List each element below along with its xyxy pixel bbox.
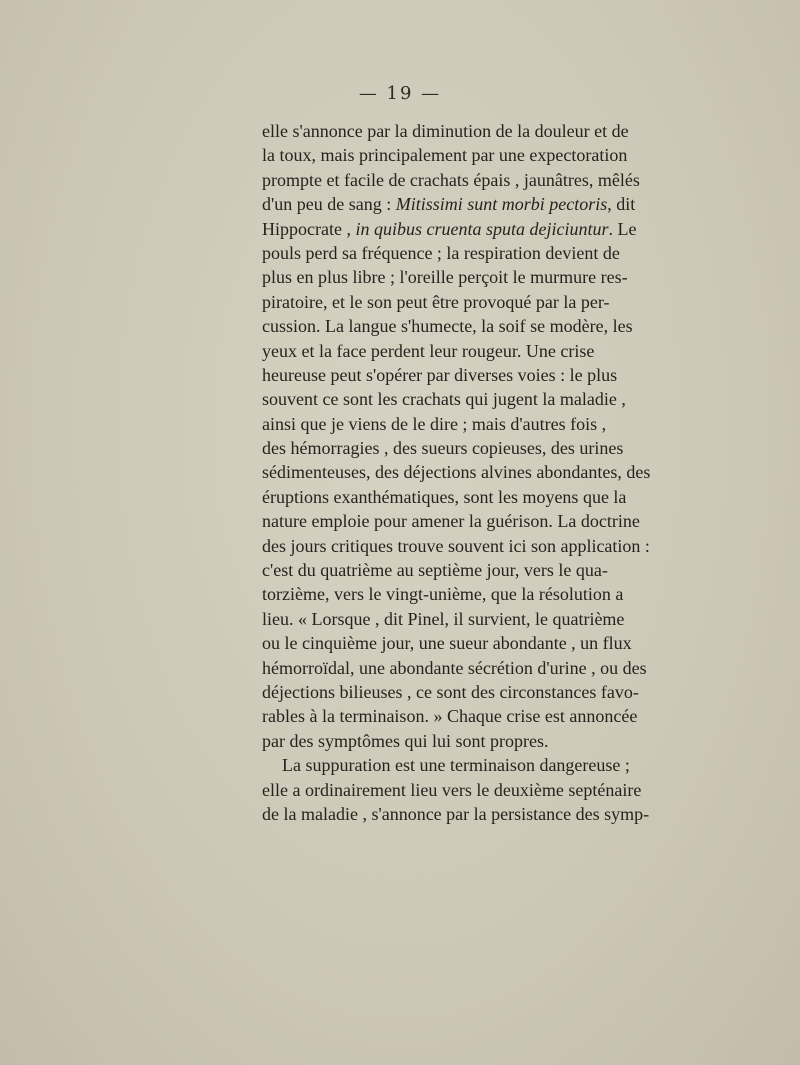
text-line-5: Hippocrate , in quibus cruenta sputa dejiciuntur. Le bbox=[262, 218, 637, 239]
text-line-21: lieu. « Lorsque , dit Pinel, il survient, le quatrième bbox=[262, 608, 625, 629]
page-number: — 19 — bbox=[358, 83, 442, 104]
text-line-9: cussion. La langue s'humecte, la soif se modère, les bbox=[262, 316, 633, 337]
text-line-29: de la maladie , s'annonce par la persistance des symp- bbox=[262, 803, 650, 824]
text-line-19: c'est du quatrième au septième jour, vers le qua- bbox=[262, 560, 608, 581]
text-line-15: sédimenteuses, des déjections alvines abondantes, des bbox=[262, 462, 651, 483]
text-line-10: yeux et la face perdent leur rougeur. Une crise bbox=[262, 340, 595, 361]
text-line-23: hémorroïdal, une abondante sécrétion d'urine , ou des bbox=[262, 657, 647, 678]
body-text bbox=[262, 119, 798, 826]
text-line-26: par des symptômes qui lui sont propres. bbox=[262, 730, 549, 751]
text-line-22: ou le cinquième jour, une sueur abondante , un flux bbox=[262, 633, 632, 654]
text-line-6: pouls perd sa fréquence ; la respiration devient de bbox=[262, 242, 620, 263]
text-line-20: torzième, vers le vingt-unième, que la résolution a bbox=[262, 584, 624, 605]
latin-quote-2: in quibus cruenta sputa dejiciuntur bbox=[355, 218, 609, 239]
text-line-14: des hémorragies , des sueurs copieuses, des urines bbox=[262, 438, 624, 459]
text-line-13: ainsi que je viens de le dire ; mais d'autres fois , bbox=[262, 413, 607, 434]
text-line-17: nature emploie pour amener la guérison. La doctrine bbox=[262, 511, 640, 532]
latin-quote-1: Mitissimi sunt morbi pectoris bbox=[395, 194, 608, 215]
text-line-16: éruptions exanthématiques, sont les moyens que la bbox=[262, 486, 627, 507]
text-line-18: des jours critiques trouve souvent ici son application : bbox=[262, 535, 650, 556]
text-line-12: souvent ce sont les crachats qui jugent la maladie , bbox=[262, 389, 626, 410]
text-line-28: elle a ordinairement lieu vers le deuxième septénaire bbox=[262, 779, 642, 800]
text-line-1: elle s'annonce par la diminution de la douleur et de bbox=[262, 121, 629, 141]
text-line-7: plus en plus libre ; l'oreille perçoit le murmure res- bbox=[262, 267, 628, 288]
text-line-24: déjections bilieuses , ce sont des circonstances favo- bbox=[262, 681, 639, 702]
text-line-25: rables à la terminaison. » Chaque crise est annoncée bbox=[262, 706, 638, 727]
text-line-2: la toux, mais principalement par une expectoration bbox=[262, 145, 628, 166]
text-line-11: heureuse peut s'opérer par diverses voies : le plus bbox=[262, 364, 618, 385]
text-line-4: d'un peu de sang : Mitissimi sunt morbi pectoris, dit bbox=[262, 194, 636, 215]
text-line-8: piratoire, et le son peut être provoqué par la per- bbox=[262, 291, 610, 312]
text-line-27: La suppuration est une terminaison dangereuse ; bbox=[282, 755, 630, 776]
text-line-3: prompte et facile de crachats épais , jaunâtres, mêlés bbox=[262, 169, 640, 190]
